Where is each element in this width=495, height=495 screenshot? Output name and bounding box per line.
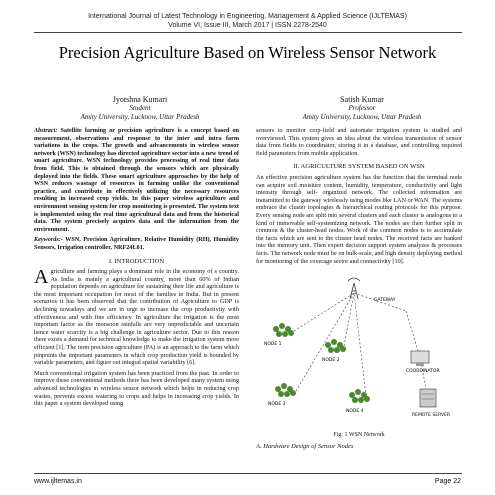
- abstract: [34, 127, 239, 233]
- computer-icon: [411, 351, 429, 366]
- coordinator-label: COORDINATOR: [406, 369, 440, 375]
- drop-cap: A: [34, 266, 49, 289]
- footer-page-number: Page 22: [434, 478, 461, 485]
- wsn-network-diagram: [256, 271, 462, 431]
- gateway-label: GATEWAY: [374, 298, 396, 304]
- node4-label: NODE 4: [346, 409, 364, 415]
- node3-label: NODE 3: [268, 402, 286, 408]
- author-role: Professor: [348, 104, 376, 112]
- author-affiliation: Amity University, Lucknow, Uttar Pradesh: [80, 113, 200, 121]
- footer-website: www.ijltemas.in: [34, 478, 82, 485]
- node2-group: [322, 339, 346, 363]
- intro-paragraph-2: Much conventional irrigation system has been practiced from the past. In order to improve these conventional methods there has been developed many system using advanced technologies in wireless sensor network which helps in reducing crop wastes, prevents excess watering to crops and helps in increasing crop yields. In this paper a system developed using: [34, 369, 239, 408]
- section-heading-introduction: I. INTRODUCTION: [108, 257, 165, 265]
- subsection-heading: A. Hardware Design of Sensor Nodes: [256, 442, 354, 450]
- author-name: Jyotshna Kumari: [112, 95, 168, 104]
- continued-paragraph: sensors to monitor crop-field and automate irrigation system is studied and overviewed. This system gives an idea about the wireless transmission of sensor data from fields to coordinator, storing it in a database, and controlling required field parameters from mobile application.: [256, 127, 462, 157]
- node1-group: [264, 323, 294, 347]
- server-label: REMOTE SERVER: [412, 413, 451, 419]
- node4-group: [346, 389, 370, 414]
- journal-header-line2: Volume VI, Issue III, March 2017 | ISSN 2278-2540: [168, 22, 327, 29]
- header-rule: [34, 32, 462, 33]
- keywords-label: Keywords:-: [34, 236, 63, 244]
- node3-group: [268, 383, 296, 407]
- section-heading-agriculture-system: II. AGRICULTURE SYSTEM BASED ON WSN: [293, 163, 425, 171]
- journal-header-line1: International Journal of Latest Technology in Engineering, Management & Applied Science (IJLTEMAS): [88, 13, 407, 20]
- wsn-network-figure: [256, 271, 462, 431]
- author-name: Satish Kumar: [340, 95, 384, 104]
- author-block-1: [40, 95, 240, 122]
- intro-paragraph-1-text: griculture and farming plays a dominant role in the economy of s country. As India is mainly a agricultural country, more than 60% of Indian population depends on agriculture for sustaining their life and agriculture is the most important occupation for most of the families in India. But in present scenarios it has been observed that the contribution of Agriculture to GDP is declining nowadays and we are in urge to increase the crop productivity with effectiveness and with fine efficiency. In agriculture the irrigation is the most important factor as the monsoon rainfalls are very unpredictable and uncertain hence water scarcity is a big challenge in agriculture sector. Due to this reason there exists a demand for technical knowledge to make the irrigation system more efficient [1]. The term precision agriculture (PA) is an approach to the farm which pinpoints the important parameters in which crop production yield is bounded by variable parameters, and figure out integral spatial variability [6].: [34, 268, 239, 367]
- keywords-text: WSN, Precision Agriculture, Relative Humidity (RH), Humidity Sensors, Irrigation controller, NRF24L01.: [34, 236, 239, 251]
- section2-paragraph: An effective precision agriculture system has the function that the terminal node can acquire soil moisture content, humidity, temperature, conductivity and light intensity through self- organized network. The collected information are transmitted to the gateway wirelessly using modes like LAN or WAN. The systems embrace the cluster topologies & hierarchical routing protocols for this purpose. Every sensing node are split into several clusters and each cluster is analogous to a kind of immovable self-systemizing network. The nodes are then further split in common & the cluster-head nodes. Work of the common nodes is to accumulate the facts which are sent to the cluster head nodes. The received facts are banked into the memory unit. Then expert decision support system analyzes & processes facts. The network node must be on bulk-scale, and high density deploying method for monitoring of the coverage sector and connectivity [10].: [256, 173, 462, 265]
- keywords: [34, 236, 239, 251]
- server-group: [412, 389, 450, 418]
- field-plants-icon: [275, 383, 296, 397]
- paper-title: Precision Agriculture Based on Wireless Sensor Network: [58, 43, 437, 62]
- node2-label: NODE 2: [322, 358, 340, 364]
- footer-rule: [34, 473, 462, 474]
- abstract-label: Abstract:: [34, 127, 58, 134]
- right-column: [256, 127, 462, 450]
- abstract-text: Satellite farming or precision agriculture is a concept based on measurement, observations and response to the inter and intra farm variations in the crops. The growth and advancements in wireless sensor network (WSN) technology has directed agriculture sector into a new trend of smart agriculture. WSN technology provides processing of real time data from field. This is obtained through the sensors which are physically deployed into the fields. These smart agriculture approaches by the help of WSN reduces wastage of resources in farming unlike the conventional practice, and contribute in effectively utilizing the necessary resources resulting in increased crop yields. In this paper wireless agriculture and environment sensing system for crop monitoring is presented. The system text is implemented using the real time agricultural data and from the historical data. The system precisely acquires data and the information from the environment.: [34, 127, 239, 233]
- field-plants-icon: [349, 389, 370, 403]
- coordinator-group: [406, 351, 440, 374]
- left-column: [34, 127, 239, 408]
- author-block-2: [262, 95, 462, 122]
- field-plants-icon: [325, 339, 346, 353]
- author-affiliation: Amity University, Lucknow, Uttar Pradesh: [302, 113, 422, 121]
- author-role: Student: [129, 104, 151, 112]
- gateway-group: [348, 278, 396, 303]
- server-icon: [420, 389, 436, 407]
- field-plants-icon: [273, 323, 294, 337]
- node1-label: NODE 1: [264, 342, 282, 348]
- intro-paragraph-1: [34, 268, 239, 367]
- figure-caption: Fig: 1 WSN Network: [333, 432, 385, 439]
